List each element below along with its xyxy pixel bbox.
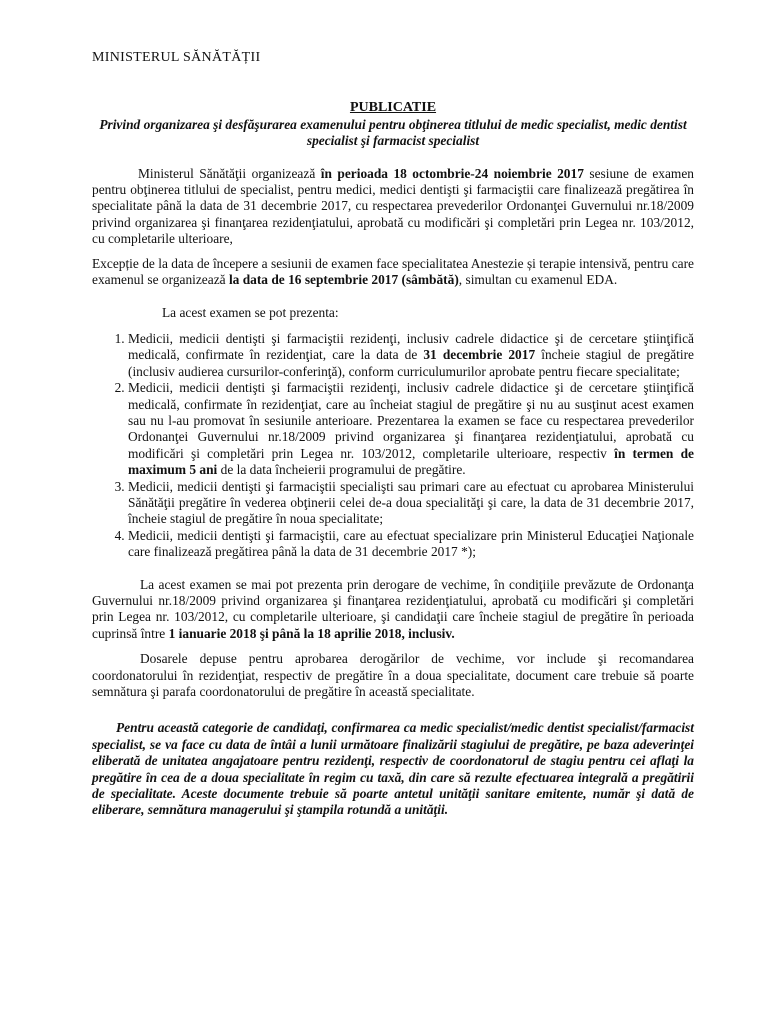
paragraph-text: Ministerul Sănătăţii organizează: [138, 165, 321, 181]
list-item: [128, 380, 694, 478]
list-item-text: Medicii, medicii dentişti şi farmaciştii specialişti sau primari care au efectuat cu aprobarea Ministerului Sănătăţii pregătire în vederea obţinerii celei de-a doua specialităţi şi care, la data de 31 decembrie 2017, încheie stagiul de pregătire în noua specialitate;: [128, 478, 694, 527]
list-item-date: 31 decembrie 2017: [423, 347, 536, 363]
list-item-text: de la data încheierii programului de pregătire.: [217, 462, 466, 478]
document-page: [92, 50, 694, 819]
list-item-text: Medicii, medicii dentişti şi farmaciştii rezidenţi, inclusiv cadrele didactice şi de cercetare ştiinţifică medicală, confirmate în rezidenţiat, care la data de: [128, 330, 694, 363]
paragraph-text: sesiune de examen pentru obţinerea titlului de specialist, pentru medici, medici dentişti şi farmaciştii care finalizează pregătirea în specialitate până la data de 31 decembrie 2017, cu respectarea prevederilor Ordonanţei Guvernului nr.18/2009 privind organizarea şi finanţarea rezidenţiatului, aprobată cu modificări şi completări prin Legea nr. 103/2012, cu completarile ulterioare,: [92, 165, 694, 247]
paragraph-confirmation: Pentru această categorie de candidaţi, confirmarea ca medic specialist/medic dentist specialist/farmacist specialist, se va face cu data de întâi a lunii următoare finalizării stagiului de pregătire, pe baza adeverinţei eliberată de unitatea angajatoare pentru rezidenţi, respectiv de coordonatorul de stagiu pentru cei aflaţi la pregătire în cea de a doua specialitate în regim cu taxă, din care să rezulte efectuarea integrală a pregătirii de specialitate. Aceste documente trebuie să poarte antetul unităţii sanitare emitente, număr şi dată de eliberare, semnătura managerului şi ştampila rotundă a unităţii.: [92, 720, 694, 818]
session-period: în perioada 18 octombrie-24 noiembrie 2017: [320, 165, 584, 181]
list-item: [128, 528, 694, 561]
list-item-text: încheie stagiul de pregătire (inclusiv audierea cursurilor-conferinţă), conform curriculumurilor aprobate pentru fiecare specialitate;: [128, 347, 694, 379]
derogation-period: 1 ianuarie 2018 şi până la 18 aprilie 2018, inclusiv.: [168, 625, 455, 641]
paragraph-text: Excepție de la data de începere a sesiunii de examen face specialitatea Anestezie și terapie intensivă, pentru care examenul se organizează: [92, 255, 694, 288]
list-item-deadline: în termen de maximum 5 ani: [128, 445, 694, 478]
list-item-text: Medicii, medicii dentişti şi farmaciştii, care au efectuat specializare prin Ministerul Educaţiei Naţionale care finalizează pregătirea până la data de 31 decembrie 2017 *);: [128, 527, 694, 560]
eligibility-list: [92, 331, 694, 561]
paragraph-exception: [92, 256, 694, 289]
document-subtitle: Privind organizarea şi desfăşurarea examenului pentru obţinerea titlului de medic specialist, medic dentist specialist şi farmacist specialist: [99, 116, 687, 149]
exception-date: la data de 16 septembrie 2017 (sâmbătă): [228, 272, 459, 288]
paragraph-session-announcement: [92, 166, 694, 248]
list-item-text: Medicii, medicii dentişti şi farmaciştii rezidenţi, inclusiv cadrele didactice şi de cercetare ştiinţifică medicală, confirmate în rezidenţiat, care au încheiat stagiul de pregătire şi nu au susţinut acest examen sau nu l-au promovat în sesiunile anterioare. Prezentarea la examen se face cu respectarea prevederilor Ordonanţei Guvernului nr.18/2009 privind organizarea şi finanţarea rezidenţiatului, aprobată cu modificări şi completări prin Legea nr. 103/2012, completarile ulterioare, respectiv: [128, 380, 694, 461]
paragraph-dossiers: Dosarele depuse pentru aprobarea derogărilor de vechime, vor include şi recomandarea coordonatorului în rezidenţiat, respectiv de pregătire în a doua specialitate, document care trebuie să poarte semnătura şi parafa coordonatorului de pregătire în această specialitate.: [92, 651, 694, 699]
paragraph-text: , simultan cu examenul EDA.: [458, 272, 618, 288]
paragraph-text: La acest examen se mai pot prezenta prin derogare de vechime, în condiţiile prevăzute de Ordonanţa Guvernului nr.18/2009 privind organizarea şi finanţarea rezidenţiatului, aprobată cu modificări şi completări prin Legea nr. 103/2012, cu completarile ulterioare, şi candidaţii care încheie stagiul de pregătire în perioada cuprinsă între: [92, 576, 694, 641]
list-item: [128, 479, 694, 528]
document-title: PUBLICATIE: [349, 100, 437, 116]
paragraph-derogation: [92, 577, 694, 643]
paragraph-eligibility-intro: La acest examen se pot prezenta:: [162, 305, 339, 321]
list-item: [128, 331, 694, 380]
ministry-header: MINISTERUL SĂNĂTĂȚII: [92, 50, 261, 65]
